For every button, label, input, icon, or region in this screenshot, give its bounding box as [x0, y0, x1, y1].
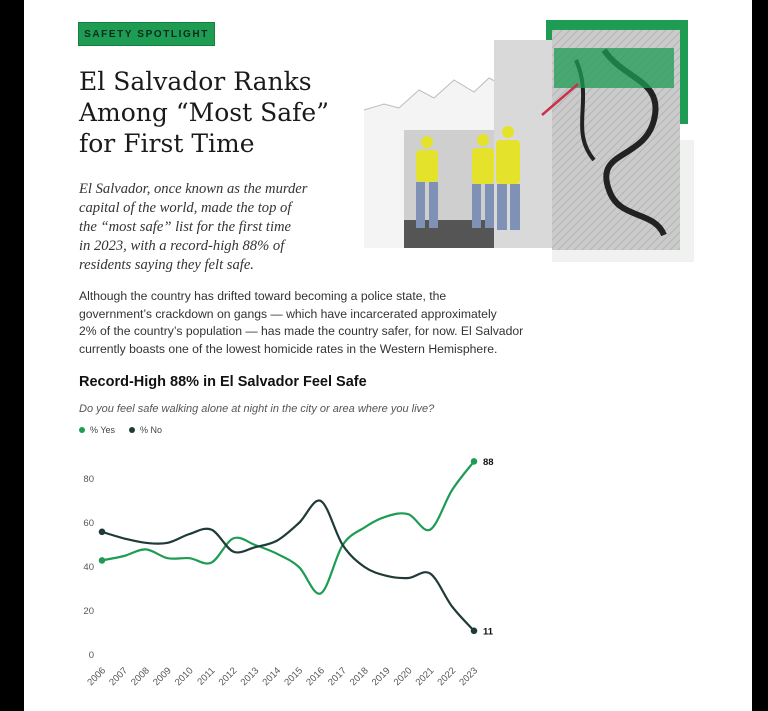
legend-item-no: [129, 425, 162, 435]
x-tick-label: 2015: [282, 665, 306, 689]
headline-line: Among “Most Safe”: [79, 98, 329, 127]
legend-no-label: % No: [140, 425, 163, 435]
x-tick-label: 2012: [216, 665, 240, 689]
x-tick-label: 2016: [304, 665, 327, 689]
article-deck: [79, 180, 339, 275]
deck-line: in 2023, with a record-high 88% of: [79, 238, 285, 254]
series-point-yes: [99, 557, 106, 564]
legend-item-yes: [79, 425, 115, 435]
headline: [79, 66, 349, 159]
x-tick-label: 2006: [85, 665, 109, 689]
x-tick-label: 2023: [457, 665, 481, 689]
y-tick-label: 40: [83, 562, 94, 573]
y-tick-label: 20: [83, 606, 94, 617]
article-page: [24, 0, 752, 711]
x-tick-label: 2018: [347, 665, 371, 689]
x-tick-label: 2020: [391, 665, 415, 689]
article-body: [79, 288, 524, 358]
x-tick-label: 2022: [435, 665, 459, 689]
series-point-yes: [471, 458, 478, 465]
x-tick-label: 2009: [151, 665, 174, 689]
deck-line: El Salvador, once known as the murder: [79, 181, 308, 197]
body-line: government’s crackdown on gangs — which have incarcerated approximately: [79, 306, 497, 321]
chart-title: Record-High 88% in El Salvador Feel Safe: [79, 374, 367, 390]
series-point-no: [471, 628, 478, 635]
x-tick-label: 2019: [369, 665, 393, 689]
x-tick-label: 2007: [107, 665, 131, 689]
chart-legend: [79, 425, 162, 435]
x-tick-label: 2013: [238, 665, 262, 689]
series-point-no: [99, 529, 106, 536]
y-tick-label: 0: [88, 650, 94, 661]
x-tick-label: 2011: [195, 665, 218, 688]
deck-line: capital of the world, made the top of: [79, 200, 292, 216]
x-tick-label: 2021: [413, 665, 437, 689]
legend-no-dot-icon: [129, 427, 135, 433]
end-value-label-yes: 88: [483, 456, 494, 468]
legend-yes-label: % Yes: [90, 425, 116, 435]
headline-line: for First Time: [79, 129, 255, 158]
body-line: currently boasts one of the lowest homicide rates in the Western Hemisphere.: [79, 341, 498, 356]
line-chart: [24, 445, 752, 711]
y-tick-label: 80: [83, 474, 94, 485]
x-tick-label: 2008: [129, 665, 152, 689]
headline-line: El Salvador Ranks: [79, 67, 312, 96]
deck-line: residents saying they felt safe.: [79, 257, 254, 273]
body-line: 2% of the country’s population — has made the country safer, for now. El Salvador: [79, 324, 524, 339]
series-line-no: [102, 501, 474, 631]
section-badge: SAFETY SPOTLIGHT: [78, 22, 215, 46]
x-tick-label: 2014: [260, 665, 284, 689]
deck-line: the “most safe” list for the first time: [79, 219, 292, 235]
article-photo-collage: [364, 20, 694, 265]
legend-yes-dot-icon: [79, 427, 85, 433]
chart-subtitle: Do you feel safe walking alone at night in the city or area where you live?: [79, 403, 435, 415]
x-tick-label: 2017: [326, 665, 349, 689]
body-line: Although the country has drifted toward becoming a police state, the: [79, 289, 447, 303]
y-tick-label: 60: [83, 518, 94, 529]
x-tick-label: 2010: [172, 665, 196, 689]
end-value-label-no: 11: [483, 626, 494, 638]
